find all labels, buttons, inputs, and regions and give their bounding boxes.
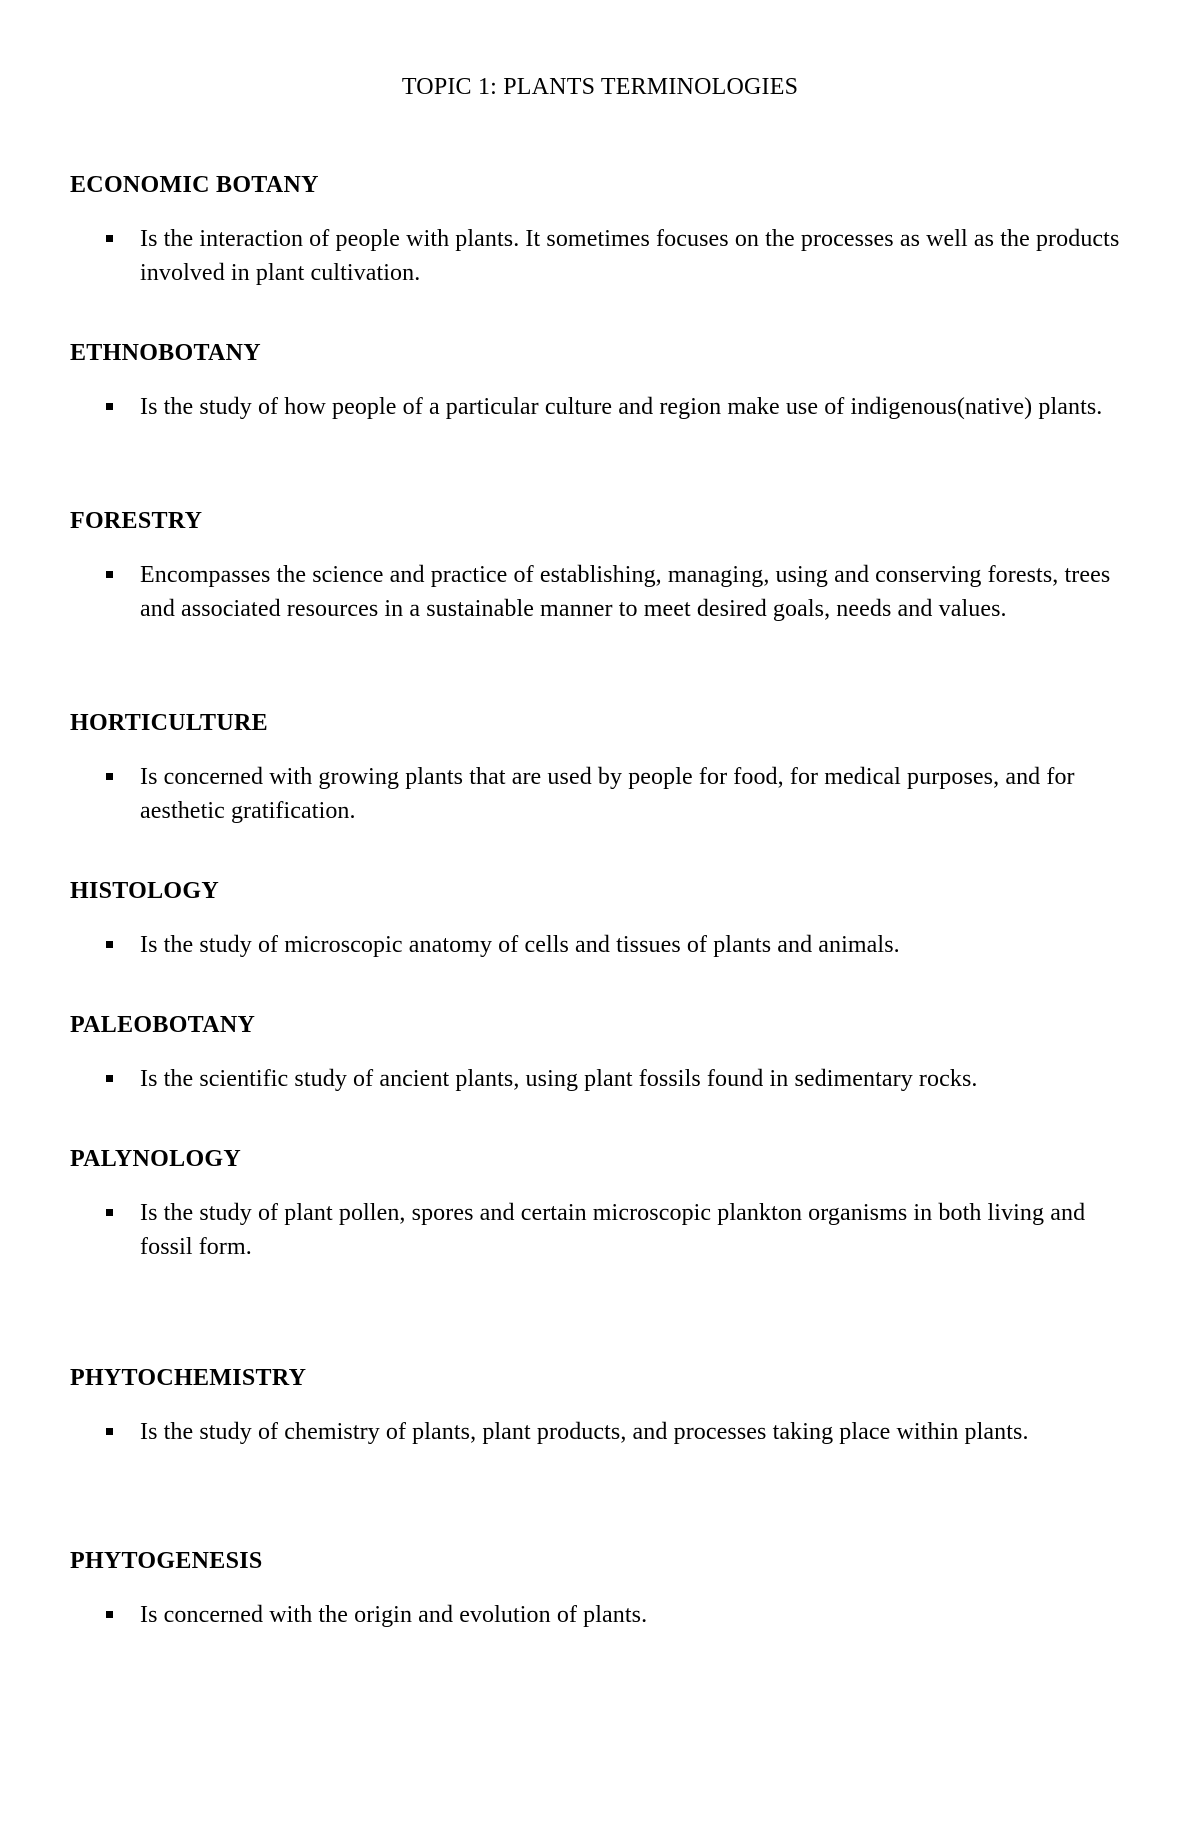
- term-definition: Encompasses the science and practice of establishing, managing, using and conserving forests, trees and associated resources in a sustainable manner to meet desired goals, needs and values.: [140, 562, 1111, 622]
- square-bullet-icon: [106, 1075, 113, 1082]
- term-heading: HORTICULTURE: [70, 710, 268, 736]
- term-economic-botany: [70, 170, 1130, 290]
- term-ethnobotany: [70, 338, 1130, 424]
- term-definition-item: [70, 1062, 1140, 1096]
- term-phytogenesis: [70, 1546, 1130, 1632]
- term-heading: FORESTRY: [70, 508, 203, 534]
- term-horticulture: [70, 708, 1130, 828]
- term-phytochemistry: [70, 1363, 1130, 1449]
- term-paleobotany: [70, 1010, 1130, 1096]
- term-heading: HISTOLOGY: [70, 878, 219, 904]
- term-heading: PHYTOGENESIS: [70, 1548, 263, 1574]
- term-heading: ETHNOBOTANY: [70, 340, 261, 366]
- square-bullet-icon: [106, 235, 113, 242]
- term-definition: Is the interaction of people with plants. It sometimes focuses on the processes as well as the products involved in plant cultivation.: [140, 226, 1120, 286]
- term-histology: [70, 876, 1130, 962]
- term-definition-item: [70, 928, 1140, 962]
- term-definition: Is the study of microscopic anatomy of cells and tissues of plants and animals.: [140, 932, 900, 958]
- page-title: TOPIC 1: PLANTS TERMINOLOGIES: [401, 74, 799, 100]
- term-palynology: [70, 1144, 1130, 1264]
- term-heading: PALYNOLOGY: [70, 1146, 242, 1172]
- term-definition-item: [70, 760, 1140, 828]
- term-definition: Is the study of chemistry of plants, plant products, and processes taking place within plants.: [140, 1419, 1029, 1445]
- term-definition-item: [70, 1196, 1140, 1264]
- term-heading: PHYTOCHEMISTRY: [70, 1365, 307, 1391]
- square-bullet-icon: [106, 1611, 113, 1618]
- term-definition: Is the study of plant pollen, spores and certain microscopic plankton organisms in both living and fossil form.: [140, 1200, 1086, 1260]
- term-definition-item: [70, 558, 1140, 626]
- term-forestry: [70, 506, 1130, 626]
- term-definition-item: [70, 222, 1140, 290]
- square-bullet-icon: [106, 571, 113, 578]
- square-bullet-icon: [106, 1428, 113, 1435]
- term-definition: Is the study of how people of a particular culture and region make use of indigenous(native) plants.: [140, 394, 1103, 420]
- term-definition: Is concerned with growing plants that are used by people for food, for medical purposes, and for aesthetic gratification.: [140, 764, 1075, 824]
- term-heading: ECONOMIC BOTANY: [70, 172, 319, 198]
- term-definition-item: [70, 1415, 1140, 1449]
- square-bullet-icon: [106, 941, 113, 948]
- square-bullet-icon: [106, 773, 113, 780]
- term-definition-item: [70, 1598, 1140, 1632]
- term-heading: PALEOBOTANY: [70, 1012, 256, 1038]
- term-definition: Is concerned with the origin and evolution of plants.: [140, 1602, 648, 1628]
- term-definition-item: [70, 390, 1140, 424]
- square-bullet-icon: [106, 403, 113, 410]
- term-definition: Is the scientific study of ancient plants, using plant fossils found in sedimentary rocks.: [140, 1066, 978, 1092]
- square-bullet-icon: [106, 1209, 113, 1216]
